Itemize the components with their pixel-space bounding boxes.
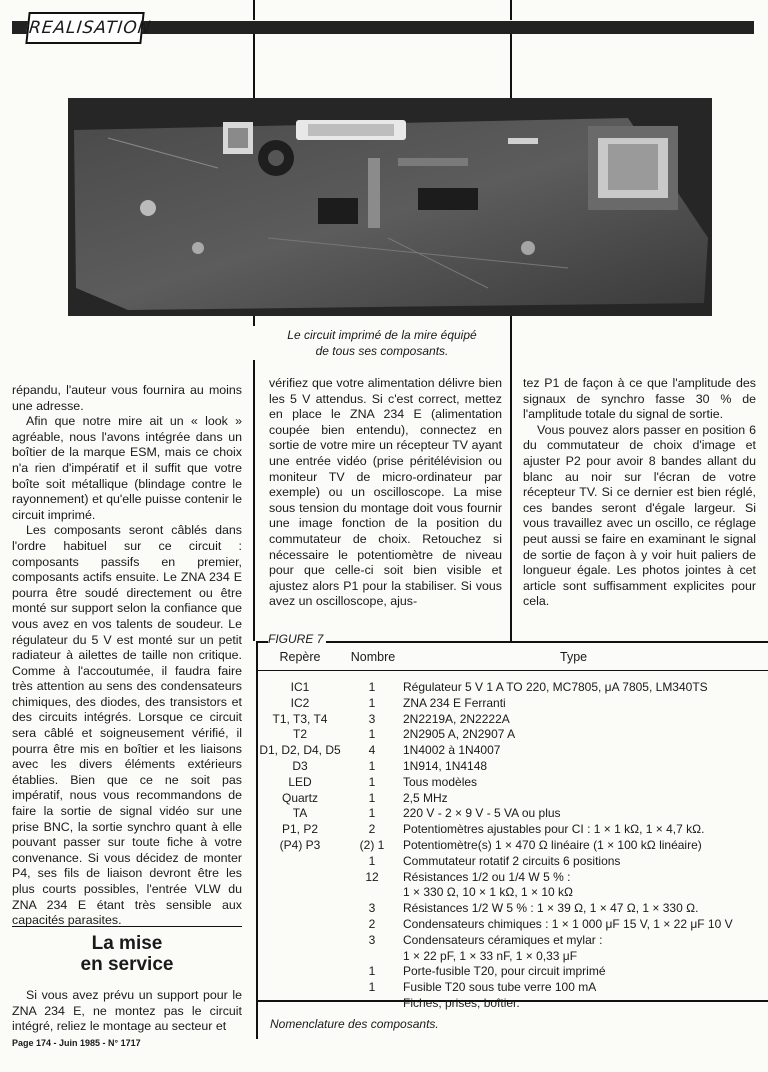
cell-type: 1 × 330 Ω, 10 × 1 kΩ, 1 × 10 kΩ (403, 885, 574, 900)
cell-qty: 1 (368, 980, 376, 995)
cell-qty: 1 (368, 964, 376, 979)
header-ref: Repère (279, 650, 321, 664)
table-row (257, 822, 762, 838)
column-rule (253, 34, 255, 98)
header-qty: Nombre (350, 650, 396, 664)
table-row (257, 980, 762, 996)
cell-qty: 2 (368, 822, 376, 837)
cell-qty: 2 (368, 916, 376, 931)
table-header-rule (256, 670, 768, 671)
cell-type: 2N2905 A, 2N2907 A (403, 727, 516, 742)
cell-ref: LED (288, 774, 312, 789)
section-heading (12, 933, 242, 975)
article-column-1-continued (12, 988, 242, 1035)
caption-line: Le circuit imprimé de la mire équipé (287, 328, 477, 342)
table-row (257, 759, 762, 775)
cell-qty: 1 (368, 727, 376, 742)
figure-label: FIGURE 7 (268, 632, 326, 646)
cell-type: Résistances 1/2 ou 1/4 W 5 % : (403, 869, 571, 884)
paragraph: répandu, l'auteur vous fournira au moins une adresse. (12, 383, 242, 413)
table-row (257, 712, 762, 728)
cell-type: Potentiomètres ajustables pour CI : 1 × 1 kΩ, 1 × 4,7 kΩ. (403, 822, 705, 837)
cell-ref: IC2 (290, 695, 310, 710)
section-badge: REALISATION (25, 12, 144, 44)
table-row (257, 901, 762, 917)
cell-ref: P1, P2 (281, 822, 319, 837)
cell-ref: D1, D2, D4, D5 (259, 743, 341, 758)
cell-qty: 1 (368, 680, 376, 694)
column-rule (253, 316, 255, 326)
cell-qty: 1 (368, 695, 376, 710)
cell-type: Porte-fusible T20, pour circuit imprimé (403, 964, 606, 979)
cell-type: 1N914, 1N4148 (403, 758, 488, 773)
table-row (257, 806, 762, 822)
cell-type: Fiches, prises, boîtier. (403, 995, 520, 1010)
cell-ref: TA (292, 806, 308, 821)
paragraph: Afin que notre mire ait un « look » agréable, nous l'avons intégrée dans un boîtier de la marque ESM, mais ce choix n'a rien d'impératif et il suffit que votre boîte soit métallique (blindage contre le rayonnement) et qu'elle puisse contenir le circuit imprimé. (12, 414, 242, 522)
cell-qty: 4 (368, 743, 376, 758)
paragraph: vérifiez que votre alimentation délivre bien les 5 V attendus. Si c'est correct, mettez en place le ZNA 234 E (alimentation coupée bien entendu), connectez en sortie de votre mire un récepteur TV ayant une entrée vidéo (prise péritélévision ou moniteur TV de micro-ordinateur par exemple) ou un oscilloscope. La mise sous tension du montage doit vous fournir une image fonction de la position du commutateur de choix. Retouchez si nécessaire le potentiomètre de niveau pour que celle-ci soit bien visible et ajustez alors P1 pour la stabiliser. Si vous avez un oscilloscope, ajus- (269, 376, 502, 609)
cell-ref: T2 (292, 727, 307, 742)
cell-type: 2N2219A, 2N2222A (403, 711, 510, 726)
article-column-2 (269, 376, 502, 610)
table-row (257, 838, 762, 854)
cell-ref: T1, T3, T4 (272, 711, 328, 726)
header-type: Type (560, 650, 588, 664)
column-rule (253, 360, 255, 641)
cell-type: 2,5 MHz (403, 790, 448, 805)
cell-qty: 3 (368, 711, 376, 726)
cell-qty: 12 (365, 869, 379, 884)
cell-ref: IC1 (290, 680, 310, 694)
column-rule (510, 34, 512, 98)
paragraph: tez P1 de façon à ce que l'amplitude des signaux de synchro fasse 30 % de l'amplitude totale du signal de sortie. (523, 376, 756, 422)
paragraph: Vous pouvez alors passer en position 6 du commutateur de choix d'image et ajuster P2 pour avoir 8 bandes allant du blanc au noir sur l'écran de votre récepteur TV. Si ce dernier est bien réglé, ces bandes seront d'égale largeur. Si vous travaillez avec un oscillo, ce réglage peut aussi se faire en examinant le signal de sortie de façon à y voir huit paliers de longueur égale. Les photos jointes à cet article sont suffisamment explicites pour cela. (523, 422, 756, 609)
table-row (257, 885, 762, 901)
paragraph: Si vous avez prévu un support pour le ZNA 234 E, ne montez pas le circuit intégré, reliez le montage au secteur et (12, 988, 242, 1034)
table-row (257, 949, 762, 965)
cell-type: 1N4002 à 1N4007 (403, 743, 501, 758)
cell-qty: (2) 1 (359, 837, 385, 852)
cell-qty: 1 (368, 806, 376, 821)
table-row (257, 870, 762, 886)
cell-type: 220 V - 2 × 9 V - 5 VA ou plus (403, 806, 561, 821)
table-row (257, 791, 762, 807)
cell-ref: Quartz (281, 790, 318, 805)
cell-type: Commutateur rotatif 2 circuits 6 positions (403, 853, 621, 868)
table-row (257, 696, 762, 712)
figure-frame-top (256, 641, 768, 643)
cell-ref: (P4) P3 (279, 837, 321, 852)
cell-type: Régulateur 5 V 1 A TO 220, MC7805, μA 7805, LM340TS (403, 680, 708, 694)
article-column-1 (12, 383, 242, 929)
cell-qty: 1 (368, 790, 376, 805)
page-footer: Page 174 - Juin 1985 - N° 1717 (12, 1038, 141, 1048)
paragraph: Les composants seront câblés dans l'ordre habituel sur ce circuit : composants passifs en premier, composants actifs ensuite. Le ZNA 234 E pourra être soudé directement ou être monté sur support selon la confiance que vous avez en vos talents de soudeur. Le régulateur du 5 V est monté sur un petit radiateur à ailettes de taille non critique. Comme à l'accoutumée, il faudra faire très attention au sens des condensateurs chimiques, des diodes, des transistors et des circuits intégrés. Lorsque ce circuit sera câblé et soigneusement vérifié, il pourra être mis en boîtier et les liaisons avec les divers éléments extérieurs établies. Bien que ce ne soit pas impératif, nous vous recommandons de faire la sortie de signal vidéo sur une prise BNC, la sortie synchro quant à elle pouvant passer sur toute fiche à votre convenance. Si vous décidez de monter P4, ses fils de liaison devront être les plus courts possibles, l'entrée VLW du ZNA 234 E étant très sensible aux capacités parasites. (12, 523, 242, 928)
cell-type: Potentiomètre(s) 1 × 470 Ω linéaire (1 × 100 kΩ linéaire) (403, 837, 702, 852)
cell-type: ZNA 234 E Ferranti (403, 695, 506, 710)
table-row (257, 917, 762, 933)
cell-ref: D3 (292, 758, 308, 773)
table-row (257, 727, 762, 743)
cell-type: Condensateurs chimiques : 1 × 1 000 μF 15 V, 1 × 22 μF 10 V (403, 916, 733, 931)
cell-type: Tous modèles (403, 774, 478, 789)
cell-qty: 1 (368, 853, 376, 868)
cell-qty: 1 (368, 774, 376, 789)
caption-line: de tous ses composants. (315, 344, 449, 358)
cell-type: Condensateurs céramiques et mylar : (403, 932, 603, 947)
column-rule (510, 316, 512, 641)
table-row (257, 996, 762, 1012)
cell-qty: 3 (368, 932, 376, 947)
circuit-board-photo (68, 98, 712, 316)
column-rule (510, 0, 512, 20)
table-row (257, 680, 762, 696)
cell-type: Fusible T20 sous tube verre 100 mA (403, 980, 597, 995)
component-table (257, 680, 762, 1012)
cell-qty: 1 (368, 758, 376, 773)
table-row (257, 775, 762, 791)
cell-type: Résistances 1/2 W 5 % : 1 × 39 Ω, 1 × 47 Ω, 1 × 330 Ω. (403, 901, 699, 916)
photo-caption (262, 327, 502, 359)
cell-type: 1 × 22 pF, 1 × 33 nF, 1 × 0,33 μF (403, 948, 578, 963)
table-row (257, 964, 762, 980)
table-row (257, 854, 762, 870)
figure-caption: Nomenclature des composants. (270, 1017, 439, 1031)
column-rule (253, 0, 255, 20)
heading-line: en service (80, 954, 174, 975)
table-row (257, 933, 762, 949)
table-row (257, 743, 762, 759)
article-column-3 (523, 376, 756, 610)
cell-qty: 3 (368, 901, 376, 916)
heading-line: La mise (91, 933, 163, 954)
